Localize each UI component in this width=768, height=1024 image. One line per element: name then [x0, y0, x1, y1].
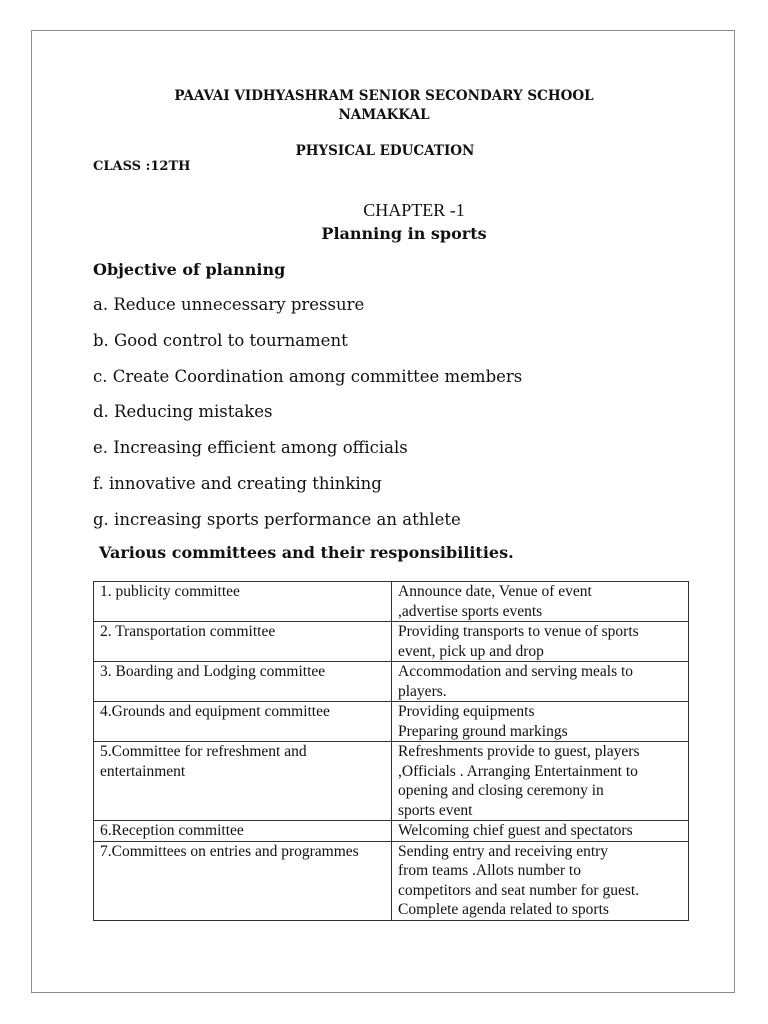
- subject-title: PHYSICAL EDUCATION: [295, 143, 475, 159]
- committee-name: 6.Reception committee: [94, 821, 392, 842]
- objective-item: g. increasing sports performance an athlete: [93, 510, 461, 529]
- committee-responsibility: [392, 742, 689, 821]
- objective-item: c. Create Coordination among committee members: [93, 367, 523, 386]
- responsibility-line: sports event: [398, 801, 473, 819]
- objective-item: d. Reducing mistakes: [93, 402, 273, 421]
- responsibility-line: ,Officials . Arranging Entertainment to: [398, 762, 638, 780]
- table-row: [94, 821, 689, 842]
- committee-name: 4.Grounds and equipment committee: [94, 702, 392, 742]
- objective-item: e. Increasing efficient among officials: [93, 438, 408, 457]
- table-row: [94, 841, 689, 920]
- responsibility-line: Accommodation and serving meals to: [398, 663, 634, 680]
- responsibility-line: competitors and seat number for guest.: [398, 881, 640, 899]
- committee-name: 7.Committees on entries and programmes: [94, 841, 392, 920]
- responsibility-line: Announce date, Venue of event: [398, 583, 592, 600]
- responsibility-line: Preparing ground markings: [398, 722, 568, 740]
- table-row: [94, 742, 689, 821]
- committee-name: 5.Committee for refreshment and entertainment: [94, 742, 392, 821]
- responsibility-line: ,advertise sports events: [398, 602, 543, 620]
- responsibility-line: Sending entry and receiving entry: [398, 842, 609, 860]
- responsibility-line: event, pick up and drop: [398, 642, 544, 660]
- objectives-heading: Objective of planning: [93, 260, 286, 279]
- committee-responsibility: [392, 662, 689, 702]
- committee-name: 3. Boarding and Lodging committee: [94, 662, 392, 702]
- responsibility-line: Providing equipments: [398, 703, 535, 720]
- responsibility-line: Complete agenda related to sports: [398, 901, 609, 918]
- objective-item: b. Good control to tournament: [93, 331, 348, 350]
- chapter-number: CHAPTER -1: [363, 200, 465, 220]
- table-row: [94, 702, 689, 742]
- responsibility-line: from teams .Allots number to: [398, 862, 581, 879]
- responsibility-line: Welcoming chief guest and spectators: [398, 822, 633, 839]
- committee-responsibility: [392, 841, 689, 920]
- table-row: [94, 582, 689, 622]
- objective-item: a. Reduce unnecessary pressure: [93, 295, 365, 314]
- school-name: PAAVAI VIDHYASHRAM SENIOR SECONDARY SCHOOL: [174, 88, 594, 104]
- chapter-title: Planning in sports: [321, 224, 487, 243]
- objective-item: f. innovative and creating thinking: [93, 474, 382, 493]
- table-row: [94, 622, 689, 662]
- committees-heading: Various committees and their responsibilities.: [99, 543, 514, 562]
- responsibility-line: Providing transports to venue of sports: [398, 623, 639, 640]
- committee-responsibility: [392, 702, 689, 742]
- table-row: [94, 662, 689, 702]
- school-city: NAMAKKAL: [338, 107, 430, 123]
- committee-responsibility: [392, 821, 689, 842]
- class-label: CLASS :12TH: [93, 159, 191, 174]
- committee-name: 2. Transportation committee: [94, 622, 392, 662]
- responsibility-line: opening and closing ceremony in: [398, 782, 604, 799]
- responsibility-line: Refreshments provide to guest, players: [398, 743, 640, 760]
- responsibility-line: players.: [398, 682, 447, 700]
- committee-name: 1. publicity committee: [94, 582, 392, 622]
- committee-responsibility: [392, 622, 689, 662]
- committees-table: [93, 581, 689, 921]
- committee-responsibility: [392, 582, 689, 622]
